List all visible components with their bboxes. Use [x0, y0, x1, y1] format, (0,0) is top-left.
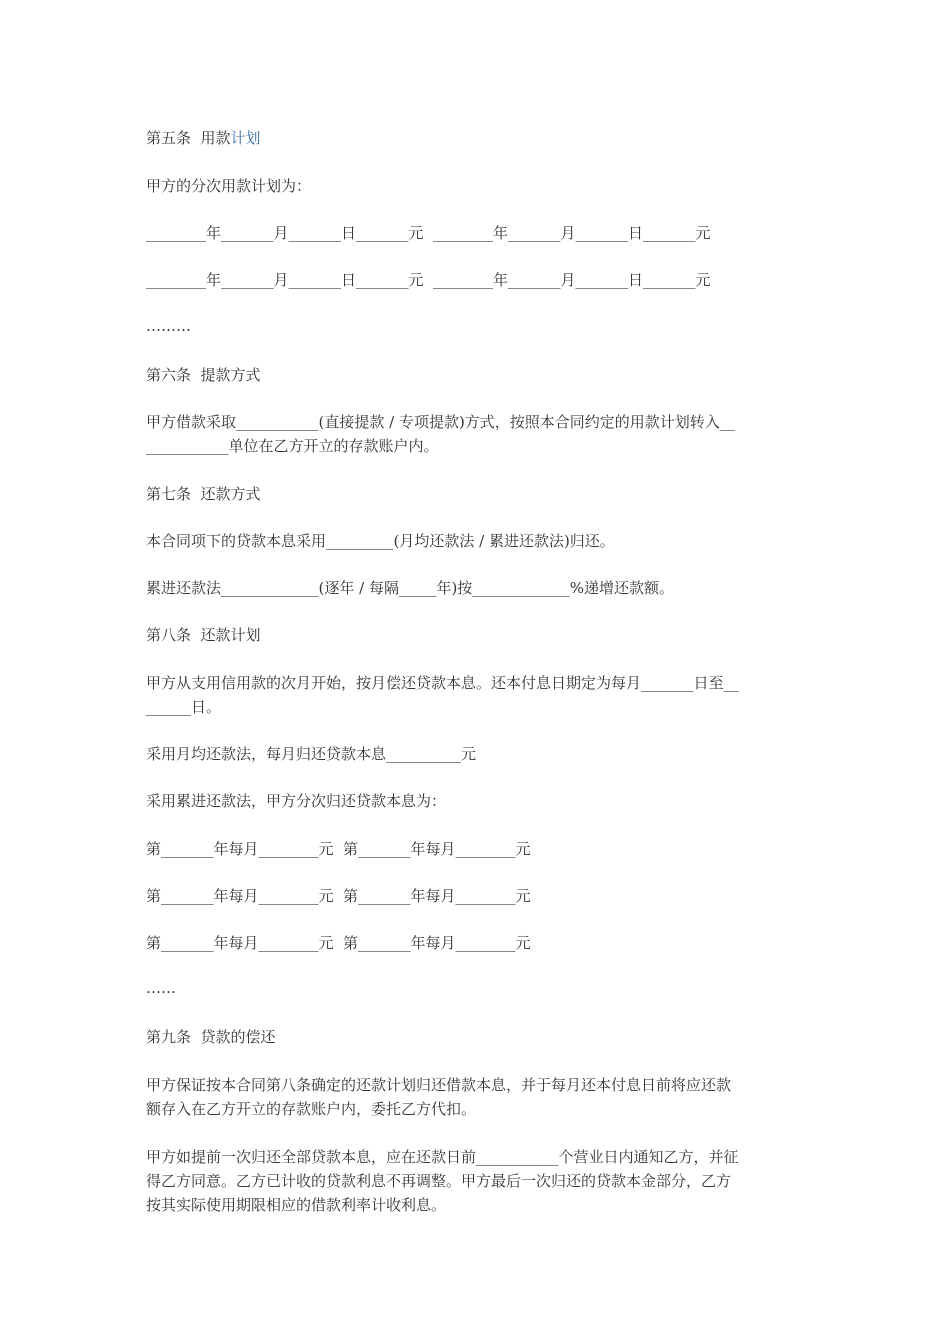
article-5-intro: 甲方的分次用款计划为： [146, 177, 312, 195]
article-5-title-text: 第五条 用款 [146, 129, 231, 147]
article-9-body-1-line-1: 甲方保证按本合同第八条确定的还款计划归还借款本息，并于每月还本付息日前将应还款 [146, 1076, 732, 1094]
article-6-body-line-2: ___________单位在乙方开立的存款账户内。 [146, 437, 439, 455]
article-5-schedule-line-1: ________年_______月_______日_______元 ________年_______月_______日_______元 [146, 224, 711, 242]
article-8-body-2: 采用月均还款法，每月归还贷款本息__________元 [146, 745, 477, 763]
article-8-title: 第八条 还款计划 [146, 626, 261, 644]
article-8-schedule-line-3: 第_______年每月________元 第_______年每月________元 [146, 934, 531, 952]
article-9-body-2-line-1: 甲方如提前一次归还全部贷款本息，应在还款日前___________个营业日内通知乙方，并征 [146, 1148, 739, 1166]
article-6-body-line-1: 甲方借款采取___________(直接提款 / 专项提款)方式，按照本合同约定的用款计划转入__ [146, 413, 735, 431]
article-5-title [146, 126, 806, 150]
article-9-body-2-line-2: 得乙方同意。乙方已计收的贷款利息不再调整。甲方最后一次归还的贷款本金部分，乙方 [146, 1172, 732, 1190]
article-5-title-link[interactable]: 计划 [230, 129, 261, 147]
article-5-schedule-line-2: ________年_______月_______日_______元 ________年_______月_______日_______元 [146, 271, 711, 289]
article-7-body-1: 本合同项下的贷款本息采用_________(月均还款法 / 累进还款法)归还。 [146, 532, 615, 550]
article-8-schedule-line-2: 第_______年每月________元 第_______年每月________元 [146, 887, 531, 905]
article-9-body-1-line-2: 额存入在乙方开立的存款账户内，委托乙方代扣。 [146, 1100, 477, 1118]
article-9-body-2-line-3: 按其实际使用期限相应的借款利率计收利息。 [146, 1196, 447, 1214]
article-8-schedule-line-1: 第_______年每月________元 第_______年每月________元 [146, 840, 531, 858]
article-8-body-3: 采用累进还款法，甲方分次归还贷款本息为： [146, 792, 447, 810]
article-8-body-1-line-1: 甲方从支用信用款的次月开始，按月偿还贷款本息。还本付息日期定为每月_______日至__ [146, 674, 739, 692]
article-7-title: 第七条 还款方式 [146, 485, 261, 503]
article-7-body-2: 累进还款法_____________(逐年 / 每隔_____年)按_____________%递增还款额。 [146, 579, 675, 597]
article-9-title: 第九条 贷款的偿还 [146, 1028, 276, 1046]
article-5-ellipsis: ……… [146, 317, 191, 335]
article-8-ellipsis: …… [146, 979, 176, 997]
article-8-body-1-line-2: ______日。 [146, 698, 222, 716]
article-6-title: 第六条 提款方式 [146, 366, 261, 384]
